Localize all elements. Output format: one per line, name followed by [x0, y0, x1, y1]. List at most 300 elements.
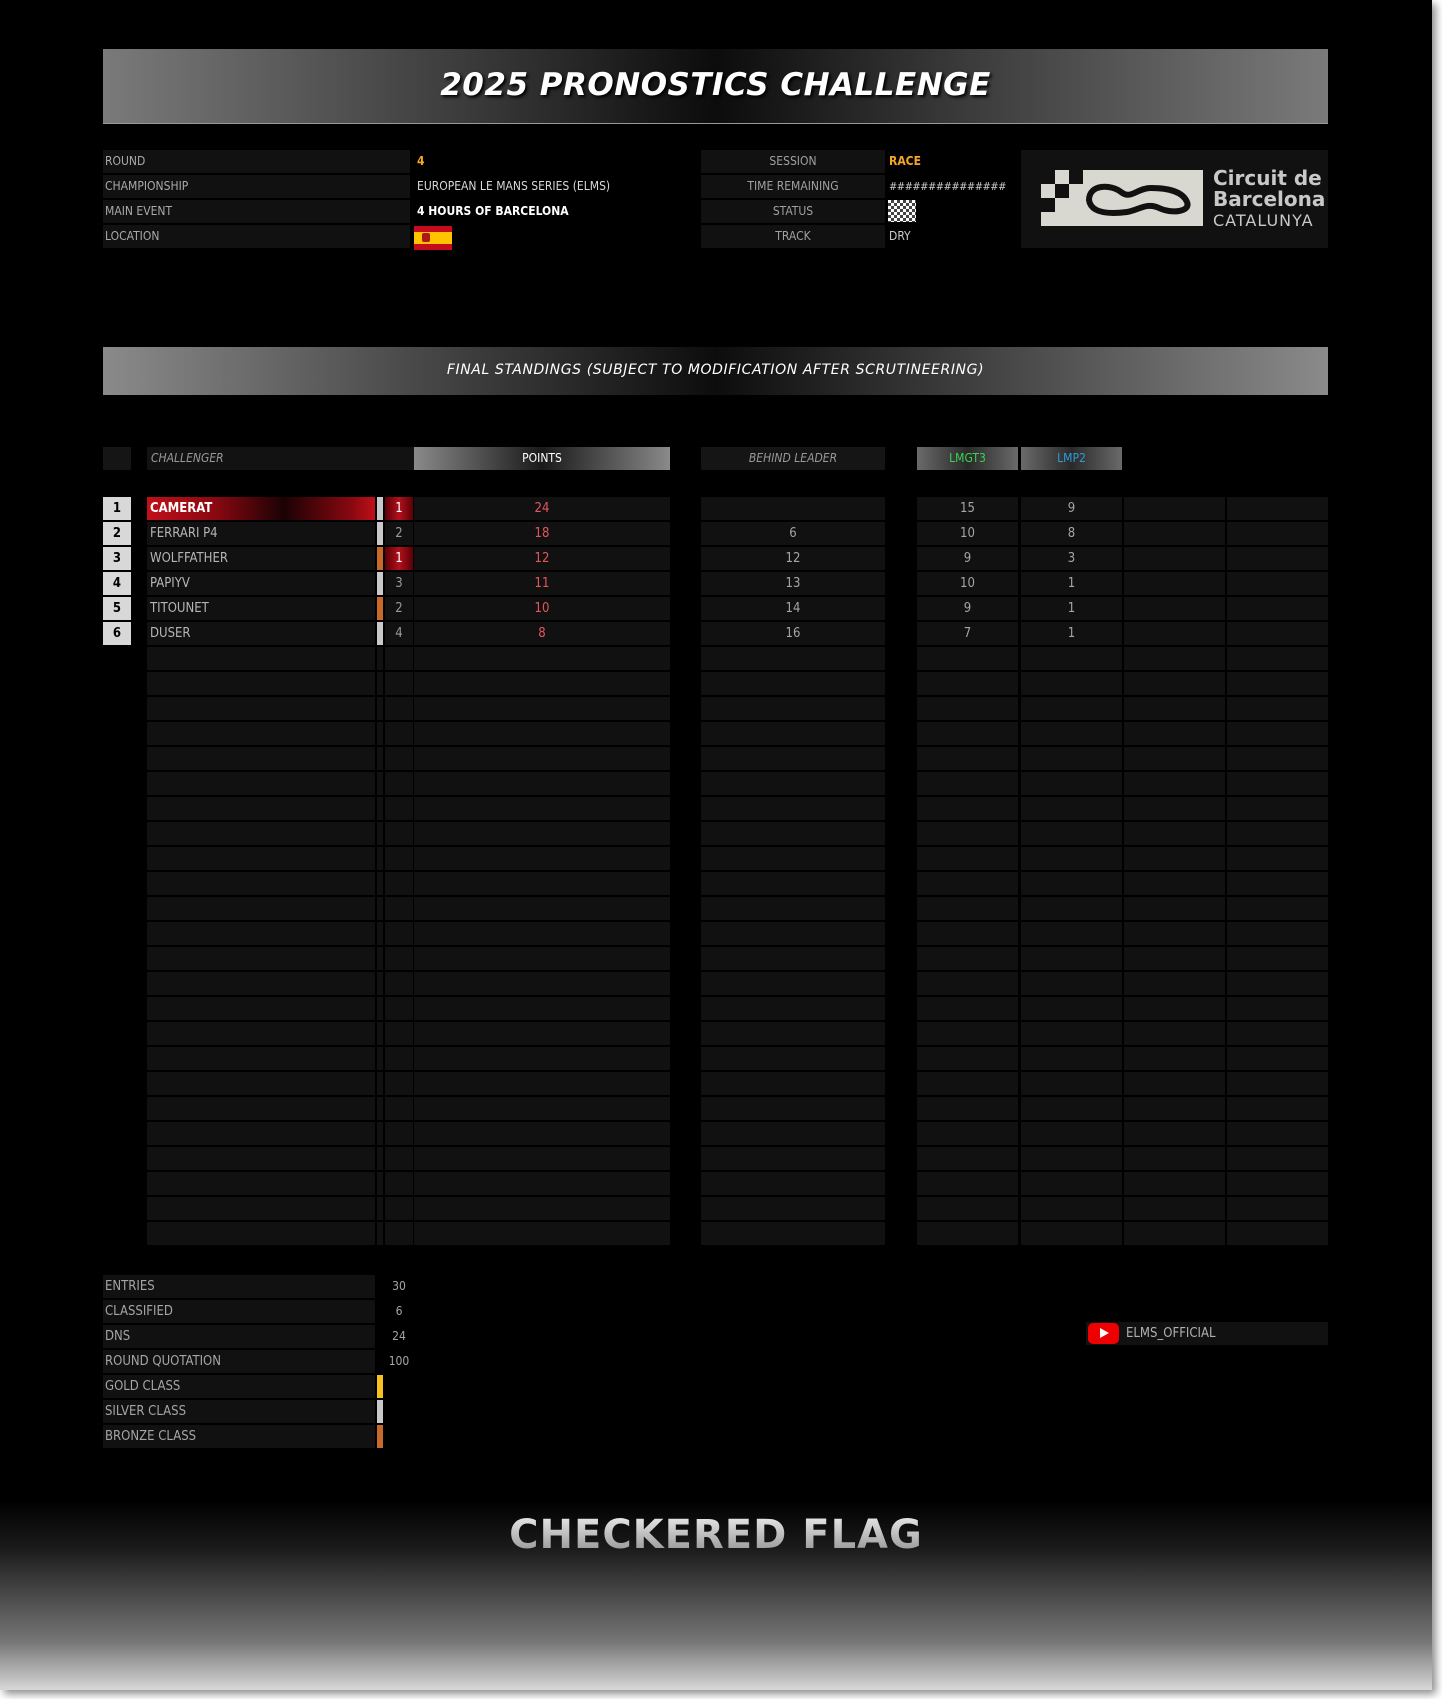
points-cell: [414, 797, 670, 820]
class-indicator: [377, 1047, 383, 1070]
challenger-name: [147, 672, 375, 695]
silver-class-swatch: [377, 1400, 383, 1423]
points-cell: 10: [414, 597, 670, 620]
extra-cell: [1124, 622, 1225, 645]
class-indicator: [377, 1022, 383, 1045]
points-cell: 8: [414, 622, 670, 645]
header-lmgt3: LMGT3: [917, 447, 1018, 470]
challenger-name: [147, 822, 375, 845]
class-indicator: [377, 1072, 383, 1095]
header-lmp2: LMP2: [1021, 447, 1122, 470]
class-rank: [385, 697, 413, 720]
points-cell: [414, 697, 670, 720]
lmgt3-cell: [917, 1197, 1018, 1220]
extra-cell: [1227, 497, 1328, 520]
class-indicator: [377, 722, 383, 745]
lmp2-cell: [1021, 922, 1122, 945]
points-cell: [414, 747, 670, 770]
class-indicator: [377, 597, 383, 620]
position-badge: 4: [103, 572, 131, 595]
table-row: [0, 972, 1432, 995]
title-banner: [103, 49, 1328, 124]
class-indicator: [377, 797, 383, 820]
lmgt3-cell: 9: [917, 597, 1018, 620]
class-rank: [385, 747, 413, 770]
table-row: [0, 997, 1432, 1020]
extra-cell: [1227, 1072, 1328, 1095]
extra-cell: [1227, 1122, 1328, 1145]
table-row: [0, 822, 1432, 845]
lmp2-cell: 1: [1021, 572, 1122, 595]
class-indicator: [377, 1097, 383, 1120]
class-indicator: [377, 872, 383, 895]
class-rank: [385, 1222, 413, 1245]
extra-cell: [1124, 797, 1225, 820]
points-cell: [414, 722, 670, 745]
stat-label: CLASSIFIED: [103, 1300, 375, 1323]
lmgt3-cell: 7: [917, 622, 1018, 645]
table-row: [0, 1022, 1432, 1045]
class-rank: [385, 797, 413, 820]
class-rank: [385, 872, 413, 895]
extra-cell: [1227, 947, 1328, 970]
points-cell: [414, 947, 670, 970]
table-row: [0, 922, 1432, 945]
behind-leader-cell: [701, 722, 885, 745]
lmp2-cell: 8: [1021, 522, 1122, 545]
challenger-name: [147, 1097, 375, 1120]
challenger-name: [147, 922, 375, 945]
header-challenger: CHALLENGER: [147, 447, 414, 470]
points-cell: [414, 1047, 670, 1070]
class-rank: [385, 822, 413, 845]
challenger-name: [147, 972, 375, 995]
class-rank: [385, 997, 413, 1020]
class-rank: 2: [385, 597, 413, 620]
class-indicator: [377, 522, 383, 545]
challenger-name: [147, 1222, 375, 1245]
points-cell: [414, 1072, 670, 1095]
class-rank: [385, 647, 413, 670]
challenger-name: [147, 1047, 375, 1070]
stat-label: BRONZE CLASS: [103, 1425, 375, 1448]
behind-leader-cell: 12: [701, 547, 885, 570]
lmgt3-cell: [917, 722, 1018, 745]
lmp2-cell: [1021, 722, 1122, 745]
class-rank: 1: [385, 547, 413, 570]
track-label: TRACK: [701, 225, 885, 248]
behind-leader-cell: [701, 822, 885, 845]
behind-leader-cell: [701, 647, 885, 670]
challenger-name: [147, 1022, 375, 1045]
lmgt3-cell: [917, 747, 1018, 770]
behind-leader-cell: [701, 922, 885, 945]
logo-line3: CATALUNYA: [1213, 211, 1314, 230]
table-row: [0, 747, 1432, 770]
extra-cell: [1124, 822, 1225, 845]
class-indicator: [377, 697, 383, 720]
behind-leader-cell: [701, 1097, 885, 1120]
championship-label: CHAMPIONSHIP: [103, 175, 410, 198]
behind-leader-cell: [701, 847, 885, 870]
main-event-label: MAIN EVENT: [103, 200, 410, 223]
extra-cell: [1124, 497, 1225, 520]
lmgt3-cell: [917, 872, 1018, 895]
extra-cell: [1124, 747, 1225, 770]
points-cell: [414, 972, 670, 995]
challenger-name: [147, 947, 375, 970]
lmp2-cell: [1021, 1047, 1122, 1070]
challenger-name: [147, 997, 375, 1020]
lmp2-cell: [1021, 1072, 1122, 1095]
behind-leader-cell: [701, 797, 885, 820]
behind-leader-cell: 6: [701, 522, 885, 545]
challenger-name: [147, 1122, 375, 1145]
table-row: [0, 697, 1432, 720]
position-badge: 6: [103, 622, 131, 645]
class-indicator: [377, 947, 383, 970]
behind-leader-cell: [701, 697, 885, 720]
challenger-name: FERRARI P4: [147, 522, 375, 545]
extra-cell: [1227, 1022, 1328, 1045]
challenger-name: DUSER: [147, 622, 375, 645]
header-points: POINTS: [414, 447, 670, 470]
points-cell: 12: [414, 547, 670, 570]
behind-leader-cell: [701, 1122, 885, 1145]
table-row: [0, 597, 1432, 620]
track-value: DRY: [889, 229, 911, 243]
lmp2-cell: [1021, 797, 1122, 820]
extra-cell: [1227, 572, 1328, 595]
class-indicator: [377, 847, 383, 870]
lmp2-cell: [1021, 647, 1122, 670]
points-cell: [414, 1147, 670, 1170]
extra-cell: [1227, 772, 1328, 795]
challenger-name: PAPIYV: [147, 572, 375, 595]
spain-flag-icon: [414, 226, 452, 250]
lmp2-cell: [1021, 1097, 1122, 1120]
challenger-name: [147, 897, 375, 920]
stat-value: 24: [392, 1329, 406, 1343]
youtube-link[interactable]: [1086, 1322, 1328, 1345]
championship-value: EUROPEAN LE MANS SERIES (ELMS): [417, 179, 611, 193]
section-banner: [103, 347, 1328, 395]
class-indicator: [377, 547, 383, 570]
stat-label: DNS: [103, 1325, 375, 1348]
extra-cell: [1227, 797, 1328, 820]
points-cell: [414, 1122, 670, 1145]
lmgt3-cell: [917, 1047, 1018, 1070]
position-badge: 2: [103, 522, 131, 545]
position-badge: 3: [103, 547, 131, 570]
lmp2-cell: [1021, 1197, 1122, 1220]
points-cell: [414, 922, 670, 945]
class-indicator: [377, 622, 383, 645]
extra-cell: [1124, 572, 1225, 595]
extra-cell: [1124, 722, 1225, 745]
extra-cell: [1124, 1047, 1225, 1070]
extra-cell: [1124, 1147, 1225, 1170]
class-rank: [385, 1172, 413, 1195]
session-label: SESSION: [701, 150, 885, 173]
table-row: [0, 1072, 1432, 1095]
lmgt3-cell: [917, 1072, 1018, 1095]
class-rank: [385, 772, 413, 795]
points-cell: [414, 1197, 670, 1220]
footer-brand: CHECKERED FLAG: [0, 1512, 1432, 1558]
lmgt3-cell: [917, 847, 1018, 870]
points-cell: [414, 897, 670, 920]
lmp2-cell: 1: [1021, 597, 1122, 620]
class-indicator: [377, 1222, 383, 1245]
extra-cell: [1124, 697, 1225, 720]
behind-leader-cell: [701, 872, 885, 895]
round-label: ROUND: [103, 150, 410, 173]
lmgt3-cell: 10: [917, 522, 1018, 545]
extra-cell: [1124, 997, 1225, 1020]
table-row: [0, 622, 1432, 645]
checkered-flag-icon: [888, 200, 916, 222]
class-rank: [385, 922, 413, 945]
challenger-name: [147, 1147, 375, 1170]
lmp2-cell: [1021, 1122, 1122, 1145]
table-row: [0, 647, 1432, 670]
table-row: [0, 797, 1432, 820]
extra-cell: [1227, 522, 1328, 545]
class-indicator: [377, 572, 383, 595]
position-badge: 1: [103, 497, 131, 520]
class-rank: [385, 1147, 413, 1170]
lmp2-cell: 3: [1021, 547, 1122, 570]
table-row: [0, 772, 1432, 795]
points-cell: [414, 1172, 670, 1195]
table-row: [0, 1222, 1432, 1245]
challenger-name: [147, 872, 375, 895]
challenger-name: [147, 1172, 375, 1195]
points-cell: [414, 997, 670, 1020]
behind-leader-cell: [701, 972, 885, 995]
behind-leader-cell: [701, 497, 885, 520]
lmgt3-cell: 10: [917, 572, 1018, 595]
extra-cell: [1227, 1222, 1328, 1245]
behind-leader-cell: 16: [701, 622, 885, 645]
table-row: [0, 872, 1432, 895]
class-indicator: [377, 772, 383, 795]
location-label: LOCATION: [103, 225, 410, 248]
lmp2-cell: [1021, 772, 1122, 795]
points-cell: [414, 672, 670, 695]
behind-leader-cell: [701, 747, 885, 770]
extra-cell: [1227, 672, 1328, 695]
extra-cell: [1124, 772, 1225, 795]
lmgt3-cell: [917, 997, 1018, 1020]
lmp2-cell: [1021, 1147, 1122, 1170]
main-event-value: 4 HOURS OF BARCELONA: [417, 204, 569, 218]
lmgt3-cell: [917, 1222, 1018, 1245]
table-row: [0, 497, 1432, 520]
table-row: [0, 1047, 1432, 1070]
lmp2-cell: [1021, 1022, 1122, 1045]
class-indicator: [377, 1147, 383, 1170]
extra-cell: [1124, 897, 1225, 920]
points-cell: [414, 1222, 670, 1245]
challenger-name: [147, 1197, 375, 1220]
extra-cell: [1227, 722, 1328, 745]
lmgt3-cell: [917, 772, 1018, 795]
table-row: [0, 522, 1432, 545]
extra-cell: [1227, 697, 1328, 720]
header-position: [103, 447, 131, 470]
class-rank: [385, 1022, 413, 1045]
circuit-logo: [1021, 150, 1328, 248]
class-indicator: [377, 822, 383, 845]
stat-label: GOLD CLASS: [103, 1375, 375, 1398]
extra-cell: [1124, 672, 1225, 695]
lmgt3-cell: [917, 1147, 1018, 1170]
class-rank: [385, 847, 413, 870]
extra-cell: [1124, 872, 1225, 895]
table-row: [0, 672, 1432, 695]
behind-leader-cell: [701, 1172, 885, 1195]
challenger-name: [147, 847, 375, 870]
extra-cell: [1227, 1047, 1328, 1070]
extra-cell: [1124, 1172, 1225, 1195]
behind-leader-cell: [701, 997, 885, 1020]
challenger-name: WOLFFATHER: [147, 547, 375, 570]
behind-leader-cell: [701, 897, 885, 920]
class-indicator: [377, 497, 383, 520]
behind-leader-cell: [701, 947, 885, 970]
class-rank: [385, 1122, 413, 1145]
lmp2-cell: [1021, 947, 1122, 970]
session-value: RACE: [889, 154, 921, 168]
extra-cell: [1227, 1147, 1328, 1170]
class-rank: [385, 1097, 413, 1120]
class-indicator: [377, 997, 383, 1020]
table-row: [0, 1097, 1432, 1120]
stat-label: ENTRIES: [103, 1275, 375, 1298]
extra-cell: [1227, 1097, 1328, 1120]
points-cell: 11: [414, 572, 670, 595]
extra-cell: [1124, 597, 1225, 620]
challenger-name: [147, 1072, 375, 1095]
extra-cell: [1227, 747, 1328, 770]
points-cell: [414, 772, 670, 795]
lmp2-cell: [1021, 747, 1122, 770]
extra-cell: [1227, 1172, 1328, 1195]
behind-leader-cell: [701, 1022, 885, 1045]
table-row: [0, 897, 1432, 920]
time-remaining-label: TIME REMAINING: [701, 175, 885, 198]
stat-value: 6: [395, 1304, 403, 1318]
logo-line1: Circuit de: [1213, 166, 1322, 190]
lmp2-cell: [1021, 822, 1122, 845]
points-cell: [414, 647, 670, 670]
lmp2-cell: 1: [1021, 622, 1122, 645]
challenger-name: [147, 647, 375, 670]
table-row: [0, 847, 1432, 870]
lmp2-cell: [1021, 1172, 1122, 1195]
lmp2-cell: [1021, 672, 1122, 695]
lmgt3-cell: [917, 822, 1018, 845]
lmp2-cell: 9: [1021, 497, 1122, 520]
lmp2-cell: [1021, 897, 1122, 920]
class-rank: 2: [385, 522, 413, 545]
bronze-class-swatch: [377, 1425, 383, 1448]
table-row: [0, 1197, 1432, 1220]
lmgt3-cell: 9: [917, 547, 1018, 570]
youtube-handle: ELMS_OFFICIAL: [1126, 1326, 1216, 1341]
extra-cell: [1124, 1022, 1225, 1045]
class-rank: 4: [385, 622, 413, 645]
class-indicator: [377, 897, 383, 920]
class-indicator: [377, 922, 383, 945]
challenger-name: [147, 797, 375, 820]
extra-cell: [1227, 872, 1328, 895]
table-row: [0, 1122, 1432, 1145]
points-cell: 18: [414, 522, 670, 545]
table-row: [0, 547, 1432, 570]
class-rank: [385, 947, 413, 970]
lmgt3-cell: [917, 697, 1018, 720]
table-row: [0, 1147, 1432, 1170]
extra-cell: [1227, 997, 1328, 1020]
table-row: [0, 947, 1432, 970]
lmgt3-cell: [917, 947, 1018, 970]
behind-leader-cell: 13: [701, 572, 885, 595]
extra-cell: [1124, 1072, 1225, 1095]
behind-leader-cell: [701, 1047, 885, 1070]
extra-cell: [1124, 922, 1225, 945]
points-cell: 24: [414, 497, 670, 520]
extra-cell: [1227, 647, 1328, 670]
class-rank: [385, 722, 413, 745]
extra-cell: [1124, 972, 1225, 995]
youtube-icon: [1088, 1323, 1119, 1344]
round-value: 4: [417, 154, 425, 168]
stat-label: SILVER CLASS: [103, 1400, 375, 1423]
class-rank: [385, 1197, 413, 1220]
lmgt3-cell: [917, 672, 1018, 695]
class-rank: [385, 972, 413, 995]
extra-cell: [1227, 972, 1328, 995]
lmgt3-cell: [917, 972, 1018, 995]
behind-leader-cell: [701, 772, 885, 795]
lmgt3-cell: [917, 647, 1018, 670]
extra-cell: [1227, 547, 1328, 570]
extra-cell: [1227, 847, 1328, 870]
lmgt3-cell: [917, 797, 1018, 820]
behind-leader-cell: 14: [701, 597, 885, 620]
challenger-name: [147, 697, 375, 720]
extra-cell: [1124, 1222, 1225, 1245]
class-indicator: [377, 972, 383, 995]
lmp2-cell: [1021, 872, 1122, 895]
lmp2-cell: [1021, 972, 1122, 995]
lmgt3-cell: [917, 922, 1018, 945]
extra-cell: [1124, 847, 1225, 870]
extra-cell: [1124, 547, 1225, 570]
challenger-name: TITOUNET: [147, 597, 375, 620]
points-cell: [414, 1097, 670, 1120]
extra-cell: [1124, 1197, 1225, 1220]
logo-line2: Barcelona: [1213, 187, 1326, 211]
class-indicator: [377, 747, 383, 770]
extra-cell: [1227, 597, 1328, 620]
points-cell: [414, 872, 670, 895]
table-row: [0, 722, 1432, 745]
stat-label: ROUND QUOTATION: [103, 1350, 375, 1373]
